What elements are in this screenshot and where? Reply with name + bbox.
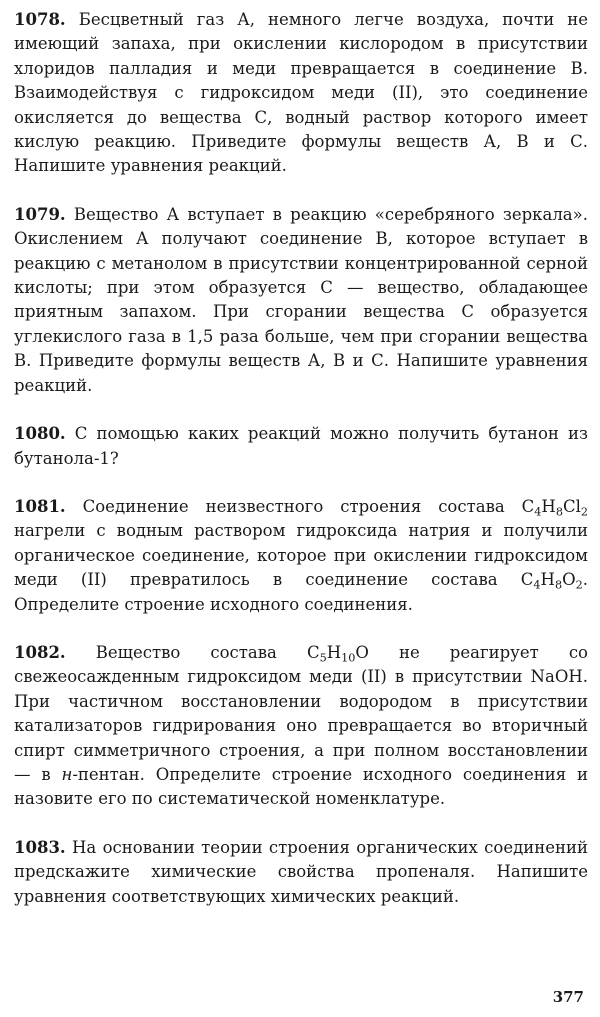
problem-text: Вещество А вступает в реакцию «серебряного зеркала». Окислением А получают соединение В, которое вступает в реакцию с метанолом в присутствии концентрированной серной кислоты; при этом образуется С — вещество, обладающее приятным запахом. При сгорании вещества С образуется углекислого газа в 1,5 раза больше, чем при сгорании вещества В. Приведите формулы веществ А, В и С. Напишите уравнения реакций. [14, 204, 588, 395]
problem-1082 [14, 641, 588, 812]
formula-c5h10o: $C_5H_{10}O$ [306, 642, 369, 665]
problem-1080 [14, 422, 588, 471]
problem-text: С помощью каких реакций можно получить бутанон из бутанола-1? [14, 424, 589, 468]
page-content [14, 8, 588, 933]
problem-number: 1079. [14, 204, 66, 224]
page-number: 377 [552, 988, 584, 1006]
formula-c4h8o2: $C_4H_8O_2$ [520, 570, 583, 592]
problem-number: 1081. [14, 496, 66, 516]
problem-1081 [14, 495, 588, 617]
problem-text: Соединение неизвестного строения состава [82, 496, 522, 516]
problem-text: нагрели с водным раствором гидроксида натрия и получили органическое соединение, которое при окислении гидроксидом меди (II) превратилось в соединение состава [14, 521, 588, 590]
formula-c4h8cl2: $C_4H_8Cl_2$ [521, 496, 588, 519]
problem-text: Бесцветный газ А, немного легче воздуха, почти не имеющий запаха, при окислении кислородом в присутствии хлоридов палладия и меди превращается в соединение В. Взаимодействуя с гидроксидом меди (II), это соединение окисляется до вещества С, водный раствор которого имеет кислую реакцию. Приведите формулы веществ А, В и С. Напишите уравнения реакций. [14, 10, 588, 176]
problem-number: 1083. [14, 837, 66, 857]
problem-1078 [14, 8, 588, 179]
problem-text: не реагирует со свежеосажденным гидроксидом меди (II) в присутствии NaOH. При частичном восстановлении водородом в присутствии катализаторов гидрирования оно превращается во вторичный спирт симметричного строения, а при полном восстановлении — в [14, 642, 588, 784]
problem-text: На основании теории строения органических соединений предскажите химические свойства пропеналя. Напишите уравнения соответствующих химических реакций. [14, 837, 588, 906]
italic-n: н [61, 764, 73, 784]
problem-number: 1082. [14, 642, 66, 662]
problem-text: . Определите строение исходного соединения. [14, 570, 588, 614]
problem-number: 1080. [14, 424, 66, 444]
problem-text: -пентан. Определите строение исходного соединения и назовите его по систематической номенклатуре. [14, 764, 588, 809]
problem-1083 [14, 836, 588, 909]
problem-number: 1078. [14, 10, 66, 29]
problem-1079 [14, 203, 588, 398]
problem-text: Вещество состава [95, 642, 307, 662]
